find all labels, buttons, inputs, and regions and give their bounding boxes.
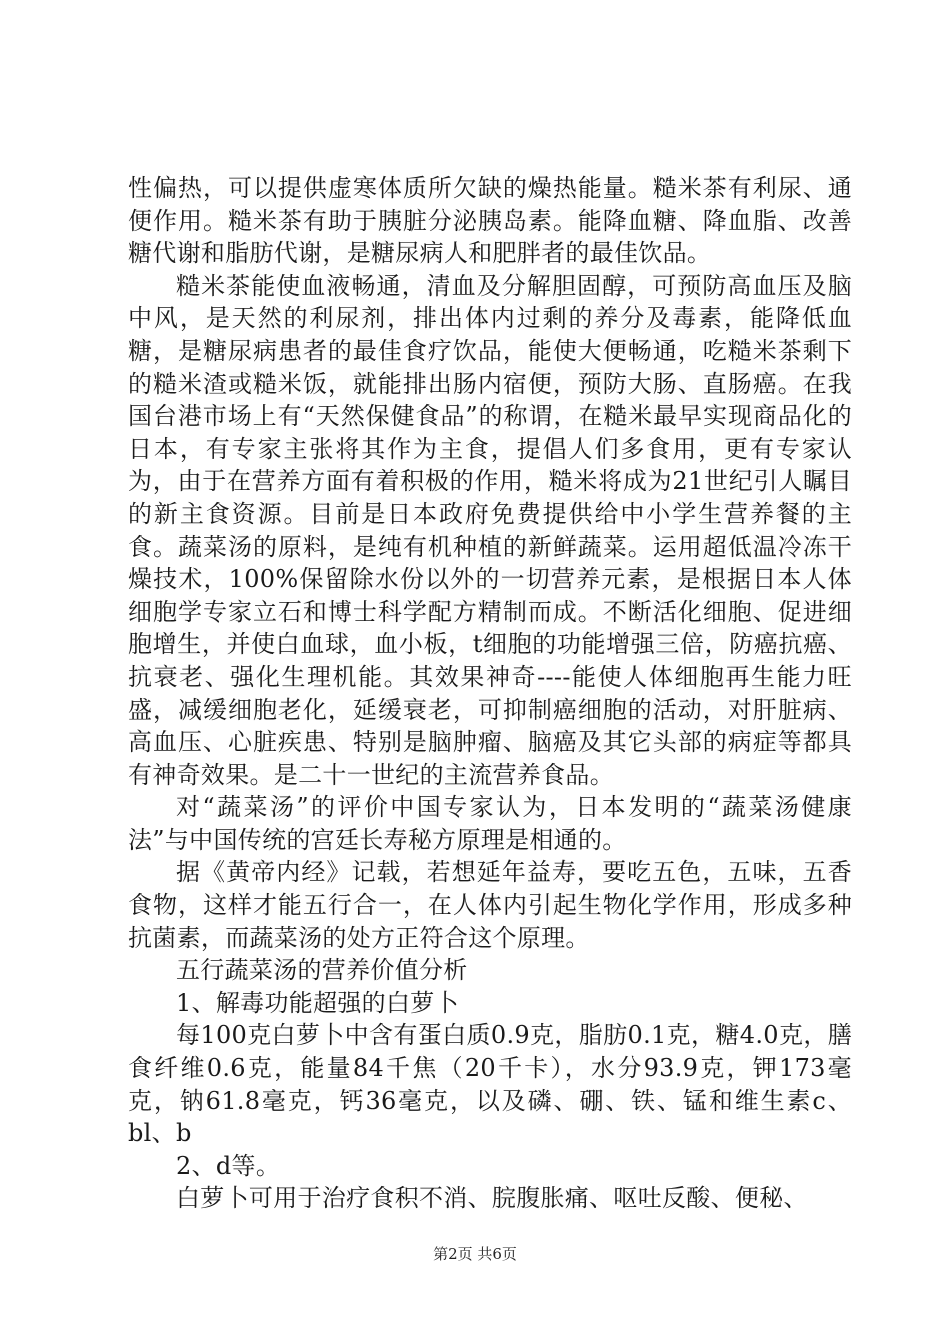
page-number-footer: 第2页 共6页: [433, 1245, 517, 1263]
paragraph: 性偏热，可以提供虚寒体质所欠缺的燥热能量。糙米茶有利尿、通便作用。糙米茶有助于胰脏分泌胰岛素。能降血糖、降血脂、改善糖代谢和脂肪代谢，是糖尿病人和肥胖者的最佳饮品。: [128, 174, 852, 268]
subsection-heading: 1、解毒功能超强的白萝卜: [176, 988, 459, 1017]
paragraph: 每100克白萝卜中含有蛋白质0.9克，脂肪0.1克，糖4.0克，膳食纤维0.6克，能量84千焦（20千卡），水分93.9克，钾173毫克，钠61.8毫克，钙36毫克，以及磷、硼、铁、锰和维生素c、bl、b: [128, 1021, 852, 1148]
document-body: [128, 172, 852, 1215]
paragraph: 2、d等。: [176, 1151, 281, 1180]
paragraph: 白萝卜可用于治疗食积不消、脘腹胀痛、呕吐反酸、便秘、: [176, 1184, 808, 1213]
paragraph: 对“蔬菜汤”的评价中国专家认为，日本发明的“蔬菜汤健康法”与中国传统的宫廷长寿秘方原理是相通的。: [128, 793, 852, 854]
paragraph: 糙米茶能使血液畅通，清血及分解胆固醇，可预防高血压及脑中风，是天然的利尿剂，排出体内过剩的养分及毒素，能降低血糖，是糖尿病患者的最佳食疗饮品，能使大便畅通，吃糙米茶剩下的糙米渣或糙米饭，就能排出肠内宿便，预防大肠、直肠癌。在我国台港市场上有“天然保健食品”的称谓，在糙米最早实现商品化的日本，有专家主张将其作为主食，提倡人们多食用，更有专家认为，由于在营养方面有着积极的作用，糙米将成为21世纪引人瞩目的新主食资源。目前是日本政府免费提供给中小学生营养餐的主食。蔬菜汤的原料，是纯有机种植的新鲜蔬菜。运用超低温冷冻干燥技术，100%保留除水份以外的一切营养元素，是根据日本人体细胞学专家立石和博士科学配方精制而成。不断活化细胞、促进细胞增生，并使白血球，血小板，t细胞的功能增强三倍，防癌抗癌、抗衰老、强化生理机能。其效果神奇----能使人体细胞再生能力旺盛，减缓细胞老化，延缓衰老，可抑制癌细胞的活动，对肝脏病、高血压、心脏疾患、特别是脑肿瘤、脑癌及其它头部的病症等都具有神奇效果。是二十一世纪的主流营养食品。: [128, 271, 852, 789]
paragraph: 据《黄帝内经》记载，若想延年益寿，要吃五色，五味，五香食物，这样才能五行合一，在人体内引起生物化学作用，形成多种抗菌素，而蔬菜汤的处方正符合这个原理。: [128, 858, 852, 952]
section-heading: 五行蔬菜汤的营养价值分析: [176, 956, 468, 985]
